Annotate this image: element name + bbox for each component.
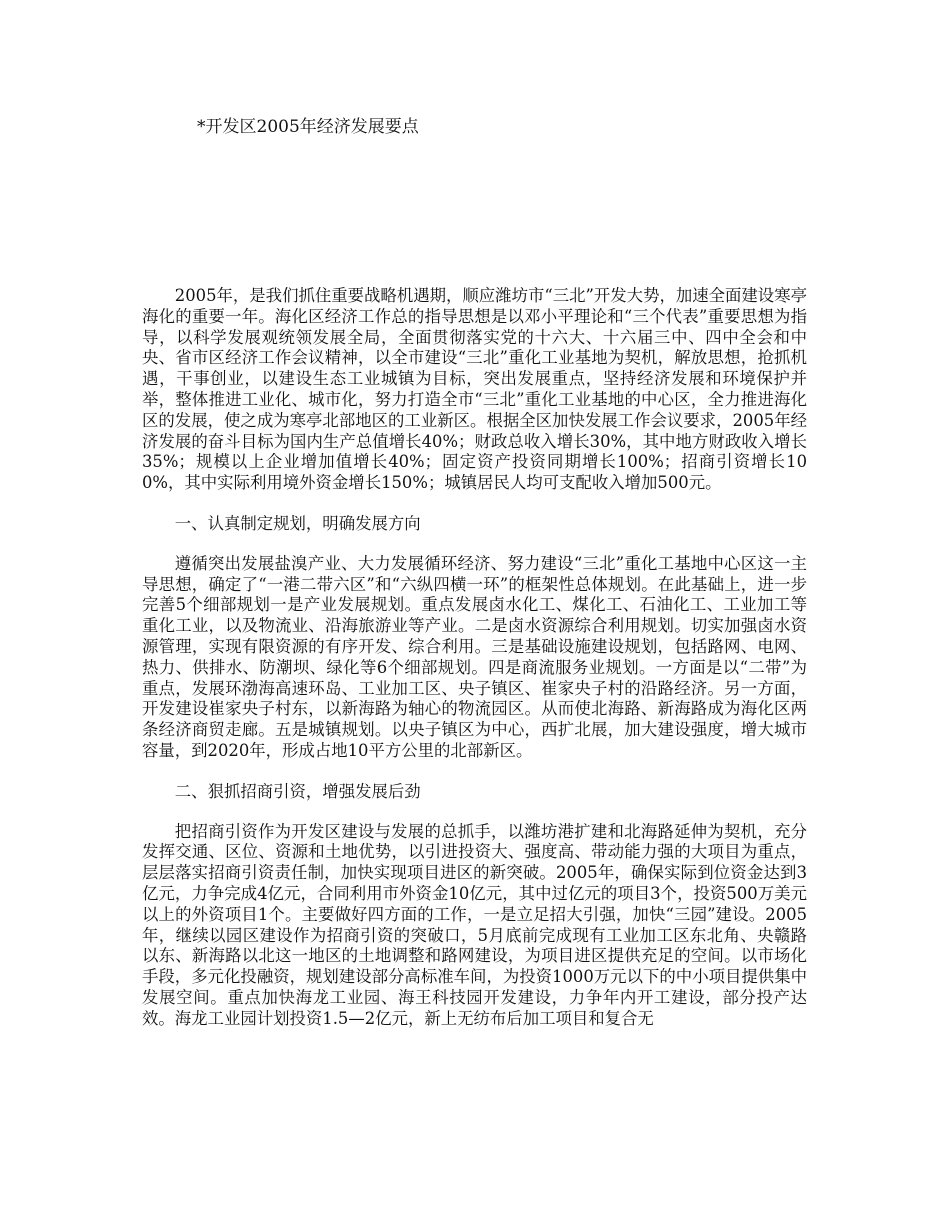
section-1-heading: 一、认真制定规划，明确发展方向 <box>174 513 421 533</box>
intro-paragraph: 2005年，是我们抓住重要战略机遇期，顺应潍坊市“三北”开发大势，加速全面建设寒亭海化的重要一年。海化区经济工作总的指导思想是以邓小平理论和“三个代表”重要思想为指导，以科学发展观统领发展全局，全面贯彻落实党的十六大、十六届三中、四中全会和中央、省市区经济工作会议精神，以全市建设“三北”重化工业基地为契机，解放思想，抢抓机遇，干事创业，以建设生态工业城镇为目标，突出发展重点，坚持经济发展和环境保护并举，整体推进工业化、城市化，努力打造全市“三北”重化工业基地的中心区，全力推进海化区的发展，使之成为寒亭北部地区的工业新区。根据全区加快发展工作会议要求，2005年经济发展的奋斗目标为国内生产总值增长40%；财政总收入增长30%，其中地方财政收入增长35%；规模以上企业增加值增长40%；固定资产投资同期增长100%；招商引资增长100%，其中实际利用境外资金增长150%；城镇居民人均可支配收入增加500元。 <box>142 286 807 493</box>
section-2-paragraph: 把招商引资作为开发区建设与发展的总抓手，以潍坊港扩建和北海路延伸为契机，充分发挥交通、区位、资源和土地优势，以引进投资大、强度高、带动能力强的大项目为重点，层层落实招商引资责任制，加快实现项目进区的新突破。2005年，确保实际到位资金达到3亿元，力争完成4亿元，合同利用市外资金10亿元，其中过亿元的项目3个，投资500万美元以上的外资项目1个。主要做好四方面的工作，一是立足招大引强，加快“三园”建设。2005年，继续以园区建设作为招商引资的突破口，5月底前完成现有工业加工区东北角、央赣路以东、新海路以北这一地区的土地调整和路网建设，为项目进区提供充足的空间。以市场化手段，多元化投融资，规划建设部分高标准车间，为投资1000万元以下的中小项目提供集中发展空间。重点加快海龙工业园、海王科技园开发建设，力争年内开工建设，部分投产达效。海龙工业园计划投资1.5—2亿元，新上无纺布后加工项目和复合无 <box>142 821 807 1028</box>
section-2-heading: 二、狠抓招商引资，增强发展后劲 <box>174 781 421 801</box>
section-1-paragraph: 遵循突出发展盐溴产业、大力发展循环经济、努力建设“三北”重化工基地中心区这一主导思想，确定了“一港二带六区”和“六纵四横一环”的框架性总体规划。在此基础上，进一步完善5个细部规划一是产业发展规划。重点发展卤水化工、煤化工、石油化工、工业加工等重化工业，以及物流业、沿海旅游业等产业。二是卤水资源综合利用规划。切实加强卤水资源管理，实现有限资源的有序开发、综合利用。三是基础设施建设规划，包括路网、电网、热力、供排水、防潮坝、绿化等6个细部规划。四是商流服务业规划。一方面是以“二带”为重点，发展环渤海高速环岛、工业加工区、央子镇区、崔家央子村的沿路经济。另一方面，开发建设崔家央子村东，以新海路为轴心的物流园区。从而使北海路、新海路成为海化区两条经济商贸走廊。五是城镇规划。以央子镇区为中心，西扩北展，加大建设强度，增大城市容量，到2020年，形成占地10平方公里的北部新区。 <box>142 553 807 760</box>
document-body <box>142 286 807 1030</box>
document-title: *开发区2005年经济发展要点 <box>197 117 419 137</box>
